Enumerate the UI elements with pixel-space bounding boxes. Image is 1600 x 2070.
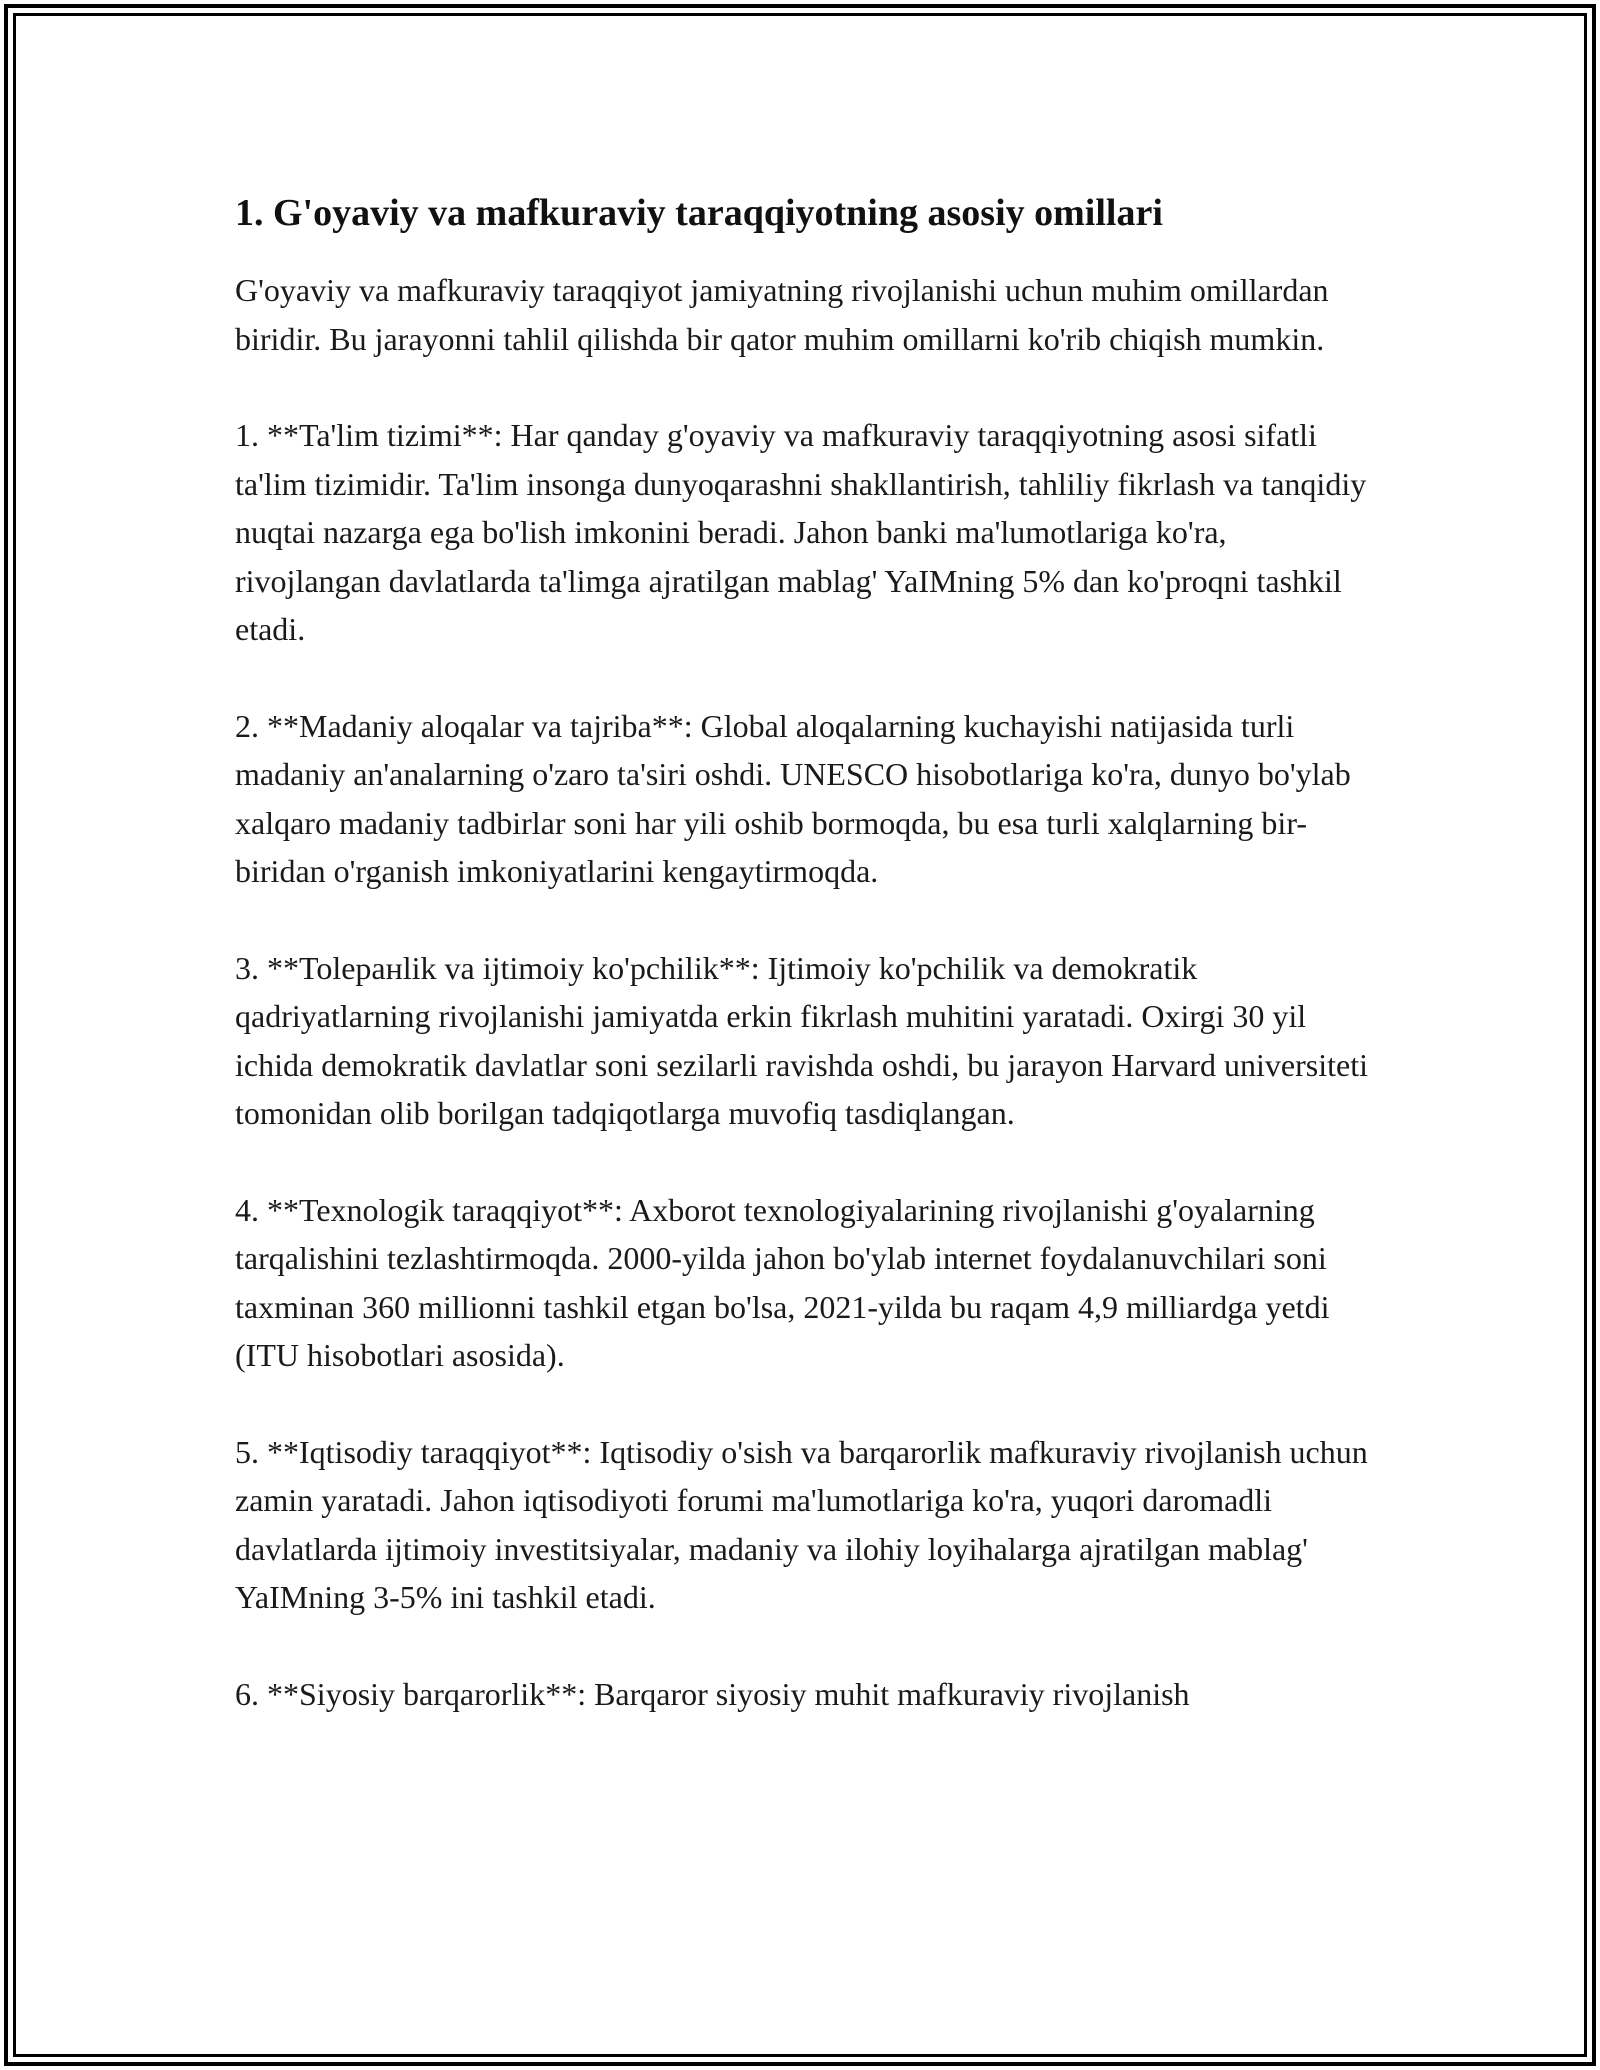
paragraph-tolerance: 3. **Tolepaнlik va ijtimoiy ko'pchilik**: Ijtimoiy ko'pchilik va demokratik qadriyatlarning rivojlanishi jamiyatda erkin fikrlash muhitini yaratadi. Oxirgi 30 yil ichida demokratik davlatlar soni sezilarli ravishda oshdi, bu jarayon Harvard universiteti tomonidan olib borilgan tadqiqotlarga muvofiq tasdiqlangan. [235,949,1368,1131]
document-title: 1. G'oyaviy va mafkuraviy taraqqiyotning asosiy omillari [235,192,1163,234]
paragraph-political-stability: 6. **Siyosiy barqarorlik**: Barqaror siyosiy muhit mafkuraviy rivojlanish [235,1675,1190,1712]
paragraph-education-system: 1. **Ta'lim tizimi**: Har qanday g'oyaviy va mafkuraviy taraqqiyotning asosi sifatli ta'lim tizimidir. Ta'lim insonga dunyoqarashni shakllantirish, tahliliy fikrlash va tanqidiy nuqtai nazarga ega bo'lish imkonini beradi. Jahon banki ma'lumotlariga ko'ra, rivojlangan davlatlarda ta'limga ajratilgan mablag' YaIMning 5% dan ko'proqni tashkil etadi. [235,417,1367,647]
document-body [235,186,1375,1766]
paragraph-economic-progress: 5. **Iqtisodiy taraqqiyot**: Iqtisodiy o'sish va barqarorlik mafkuraviy rivojlanish uchun zamin yaratadi. Jahon iqtisodiyoti forumi ma'lumotlariga ko'ra, yuqori daromadli davlatlarda ijtimoiy investitsiyalar, madaniy va ilohiy loyihalarga ajratilgan mablag' YaIMning 3-5% ini tashkil etadi. [235,1433,1368,1615]
paragraph-cultural-relations: 2. **Madaniy aloqalar va tajriba**: Global aloqalarning kuchayishi natijasida turli madaniy an'analarning o'zaro ta'siri oshdi. UNESCO hisobotlariga ko'ra, dunyo bo'ylab xalqaro madaniy tadbirlar soni har yili oshib bormoqda, bu esa turli xalqlarning bir-biridan o'rganish imkoniyatlarini kengaytirmoqda. [235,707,1351,889]
intro-paragraph: G'oyaviy va mafkuraviy taraqqiyot jamiyatning rivojlanishi uchun muhim omillardan biridir. Bu jarayonni tahlil qilishda bir qator muhim omillarni ko'rib chiqish mumkin. [235,272,1329,357]
paragraph-technological-progress: 4. **Texnologik taraqqiyot**: Axborot texnologiyalarining rivojlanishi g'oyalarning tarqalishini tezlashtirmoqda. 2000-yilda jahon bo'ylab internet foydalanuvchilari soni taxminan 360 millionni tashkil etgan bo'lsa, 2021-yilda bu raqam 4,9 milliardga yetdi (ITU hisobotlari asosida). [235,1191,1330,1373]
